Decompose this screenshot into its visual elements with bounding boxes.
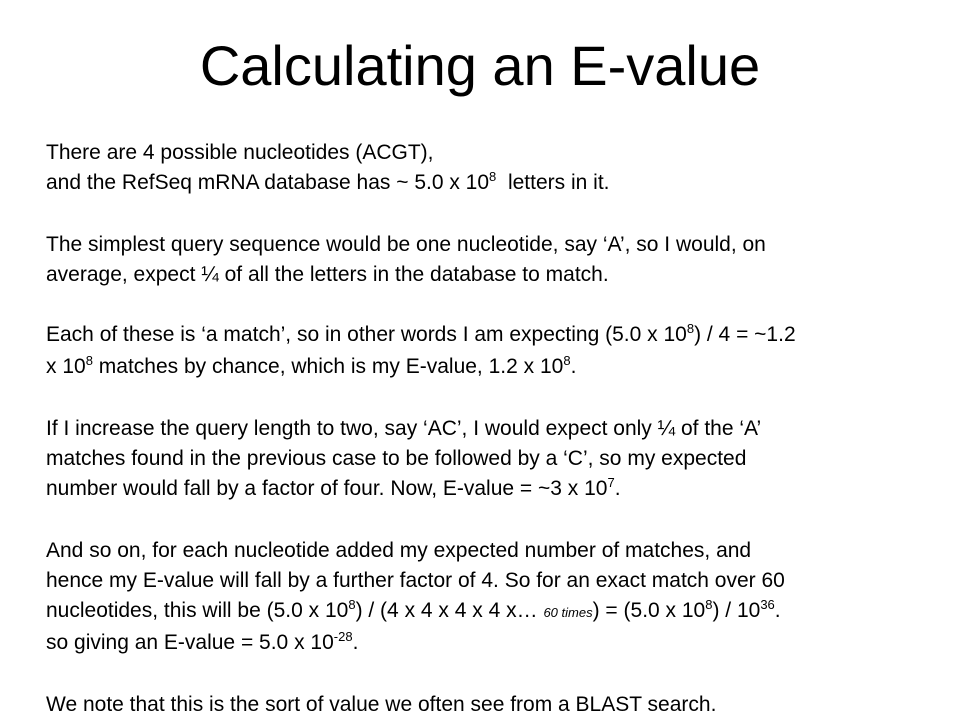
text-line [46,474,926,506]
text-span: We note that this is the sort of value we often see from a BLAST search. [46,693,717,716]
text-span: And so on, for each nucleotide added my expected number of matches, and [46,539,752,562]
text-line [46,690,926,720]
text-line [46,320,926,352]
paragraph-blast-note [46,690,926,720]
text-span: . [774,599,781,622]
text-span: nucleotides, this will be (5.0 x 10 [46,599,349,622]
text-line [46,138,926,168]
text-span: The simplest query sequence would be one nucleotide, say ‘A’, so I would, on [46,233,766,256]
text-line [46,414,926,444]
text-span: x 10 [46,355,86,378]
superscript: 8 [85,353,93,368]
superscript: 8 [705,597,713,612]
text-span: average, expect ¼ of all the letters in the database to match. [46,263,609,286]
slide-body [46,138,926,720]
paragraph-simplest-query [46,230,926,290]
text-line [46,444,926,474]
text-span: matches found in the previous case to be followed by a ‘C’, so my expected [46,447,747,470]
text-line [46,536,926,566]
text-span: ) / 4 = ~1.2 [694,323,796,346]
superscript: 8 [348,597,356,612]
text-span: ) / (4 x 4 x 4 x 4 x… [355,599,544,622]
text-span: . [614,477,621,500]
text-line [46,230,926,260]
paragraph-match-count [46,320,926,384]
superscript: 8 [686,321,695,336]
text-line [46,352,926,384]
paragraph-exact-match [46,536,926,660]
text-line [46,260,926,290]
slide-title: Calculating an E-value [199,34,761,97]
text-line [46,628,926,660]
paragraph-query-length-two [46,414,926,506]
text-span: matches by chance, which is my E-value, 1.2 x 10 [92,355,564,378]
text-span: There are 4 possible nucleotides (ACGT), [46,141,434,164]
text-line [46,168,926,200]
superscript: -28 [333,629,353,644]
text-span: number would fall by a factor of four. Now, E-value = ~3 x 10 [46,477,608,500]
text-span: and the RefSeq mRNA database has ~ 5.0 x 10 [46,171,490,194]
text-span: . [352,631,359,654]
text-line [46,566,926,596]
text-span: Each of these is ‘a match’, so in other words I am expecting (5.0 x 10 [46,323,687,346]
text-span: so giving an E-value = 5.0 x 10 [46,631,334,654]
paragraph-nucleotides [46,138,926,200]
small-italic-note: 60 times [543,605,593,620]
text-span: ) = (5.0 x 10 [592,599,706,622]
superscript: 7 [607,475,615,490]
superscript: 8 [489,169,497,184]
text-line [46,596,926,628]
text-span: . [570,355,577,378]
superscript: 36 [760,597,775,612]
text-span: letters in it. [496,171,610,194]
text-span: ) / 10 [712,599,761,622]
text-span: hence my E-value will fall by a further factor of 4. So for an exact match over 60 [46,569,785,592]
superscript: 8 [563,353,571,368]
text-span: If I increase the query length to two, say ‘AC’, I would expect only ¼ of the ‘A’ [46,417,762,440]
